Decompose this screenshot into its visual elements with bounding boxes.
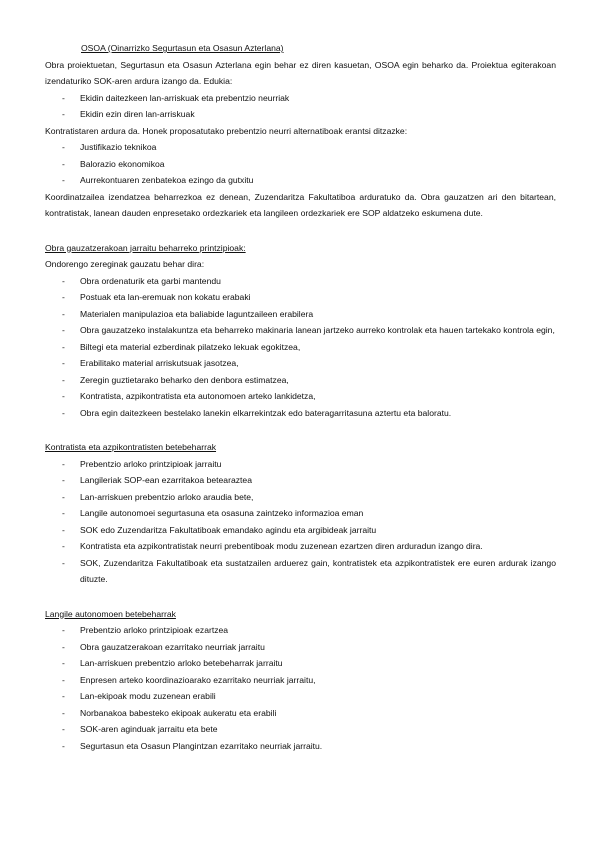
list-item: - SOK, Zuzendaritza Fakultatiboak eta sustatzailen arduerez gain, kontratistek eta azpikontratistek ere euren ardurak izango dituzte. <box>62 557 556 584</box>
list-item: - Erabilitako material arriskutsuak jasotzea, <box>62 358 239 368</box>
list-item: - Langile autonomoei segurtasuna eta osasuna zaintzeko informazioa eman <box>62 508 364 518</box>
list-item: - SOK edo Zuzendaritza Fakultatiboak emandako agindu eta argibideak jarraitu <box>62 524 377 535</box>
list-item: - Lan-arriskuen prebentzio arloko betebeharrak jarraitu <box>62 658 283 668</box>
list-item: - Obra ordenaturik eta garbi mantendu <box>62 275 221 286</box>
spacer <box>45 588 556 606</box>
list-item: - Prebentzio arloko printzipioak jarraitu <box>62 458 222 469</box>
list-item: - Materialen manipulazioa eta baliabide laguntzaileen erabilera <box>62 308 314 319</box>
section-title-osoa: OSOA (Oinarrizko Segurtasun eta Osasun Azterlana) <box>81 43 284 53</box>
list-item: - Enpresen arteko koordinazioarako ezarritako neurriak jarraitu, <box>62 674 316 685</box>
list-item: - Ekidin daitezkeen lan-arriskuak eta prebentzio neurriak <box>62 92 290 103</box>
list-item: - Aurrekontuaren zenbatekoa ezingo da gutxitu <box>62 175 254 185</box>
list-item: - Zeregin guztietarako beharko den denbora estimatzea, <box>62 374 289 385</box>
list-item: - Obra gauzatzeko instalakuntza eta beharreko makinaria lanean jartzeko aurreko kontrolak eta hauen tartekako kontrola egin, <box>62 325 555 335</box>
list-item: - SOK-aren aginduak jarraitu eta bete <box>62 724 218 734</box>
autonomous-duties-list <box>45 622 556 754</box>
list-item: - Biltegi eta material ezberdinak pilatzeko lekuak egokitzea, <box>62 341 301 352</box>
list-item: - Obra egin daitezkeen bestelako lanekin elkarrekintzak edo bateragarritasuna aztertu eta baloratu. <box>62 407 452 418</box>
list-item: - Balorazio ekonomikoa <box>62 158 165 169</box>
contractor-paragraph: Kontratistaren ardura da. Honek proposatutako prebentzio neurri alternatiboak erantsi ditzazke: <box>45 125 408 136</box>
list-item: - Kontratista eta azpikontratistak neurri prebentiboak modu zuzenean ezartzen diren arduradun izango dira. <box>62 541 483 551</box>
osoa-content-list <box>45 90 556 123</box>
list-item: - Obra gauzatzerakoan ezarritako neurriak jarraitu <box>62 641 265 652</box>
list-item: - Langileriak SOP-ean ezarritakoa betearaztea <box>62 475 252 485</box>
list-item: - Segurtasun eta Osasun Plangintzan ezarritako neurriak jarraitu. <box>62 740 323 751</box>
list-item: - Kontratista, azpikontratista eta autonomoen arteko lankidetza, <box>62 391 316 401</box>
spacer <box>45 421 556 439</box>
list-item: - Prebentzio arloko printzipioak ezartzea <box>62 625 229 635</box>
list-item: - Ekidin ezin diren lan-arriskuak <box>62 109 195 119</box>
section-title-principles: Obra gauzatzerakoan jarraitu beharreko printzipioak: <box>45 242 246 253</box>
principles-list <box>45 273 556 422</box>
list-item: - Justifikazio teknikoa <box>62 142 157 152</box>
spacer <box>45 222 556 240</box>
section-title-autonomous-duties: Langile autonomoen betebeharrak <box>45 608 176 619</box>
list-item: - Norbanakoa babesteko ekipoak aukeratu eta erabili <box>62 707 277 718</box>
list-item: - Lan-ekipoak modu zuzenean erabili <box>62 691 216 701</box>
contractor-list <box>45 139 556 189</box>
list-item: - Lan-arriskuen prebentzio arloko araudia bete, <box>62 491 254 502</box>
osoa-intro-paragraph: Obra proiektuetan, Segurtasun eta Osasun Azterlana egin behar ez diren kasuetan, OSOA egin beharko da. Proiektua egiterakoan izendaturiko SOK-aren ardura izango da. Edukia: <box>45 59 556 86</box>
contractor-duties-list <box>45 456 556 588</box>
principles-intro: Ondorengo zereginak gauzatu behar dira: <box>45 259 205 269</box>
coordinator-paragraph: Koordinatzailea izendatzea beharrezkoa ez denean, Zuzendaritza Fakultatiboa arduratuko da. Obra gauzatzen ari den bitartean, kontratistak, lanean dauden enpresetako ordezkariek eta langileen ordezkariek ere SOP aldatzeko eskumena dute. <box>45 191 556 218</box>
list-item: - Postuak eta lan-eremuak non kokatu erabaki <box>62 292 251 302</box>
section-title-contractor-duties: Kontratista eta azpikontratisten betebeharrak <box>45 442 217 452</box>
